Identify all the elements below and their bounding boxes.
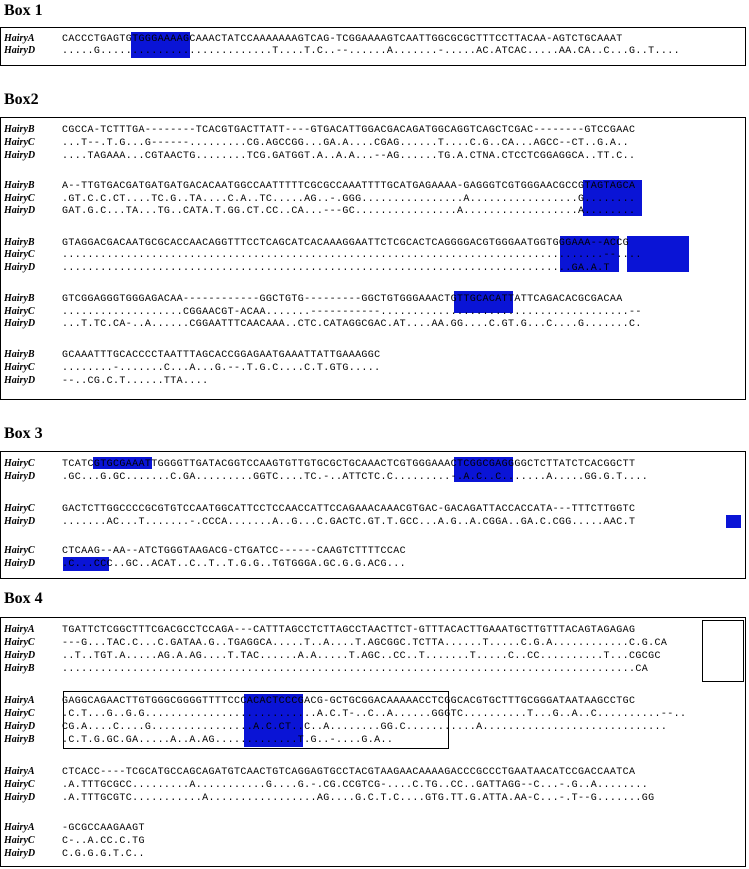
- species-label: HairyC: [4, 779, 35, 790]
- sequence: .C...CCC..GC..ACAT..C..T..T.G.G..TGTGGGA.GC.G.G.ACG...: [62, 559, 407, 570]
- seq-row: [4, 503, 635, 515]
- species-label: HairyC: [4, 458, 35, 469]
- sequence: ....TAGAAA...CGTAACTG........TCG.GATGGT.A..A.A...--AG......TG.A.CTNA.CTCCTCGGAGGCA..TT.C..: [62, 151, 636, 162]
- sequence: .C.T.G.GC.GA.....A..A.AG.............T.G..-....G.A..: [62, 735, 394, 746]
- species-label: HairyC: [4, 193, 35, 204]
- sequence: CG.A....C....G................A.C.CT..C..A........GG.C...........A.............................: [62, 722, 668, 733]
- species-label: HairyB: [4, 663, 35, 674]
- sequence: CGCCA-TCTTTGA--------TCACGTGACTTATT----GTGACATTGGACGACAGATGGCAGGTCAGCTCGAC--------GTCCGAAC: [62, 125, 636, 136]
- sequence: C-..A.CC.C.TG: [62, 836, 145, 847]
- seq-row: [4, 779, 648, 791]
- species-label: HairyD: [4, 516, 36, 527]
- seq-row: [4, 792, 655, 804]
- sequence: .GT.C.C.CT....TC.G..TA....C.A..TC.....AG..-.GGG................A.................G........: [62, 194, 636, 205]
- seq-row: [4, 45, 680, 57]
- sequence: GCAAATTTGCACCCCTAATTTAGCACCGGAGAATGAAATTATTGAAAGGC: [62, 350, 381, 361]
- sequence: ..T..TGT.A.....AG.A.AG....T.TAC......A.A.....T.AGC..CC..T.......T.....C..CC..........T...CGCGC: [62, 651, 661, 662]
- species-label: HairyB: [4, 180, 35, 191]
- sequence: GAGGCAGAACTTGTGGGCGGGGTTTTCCCACACTCCCGACG-GCTGCGGACAAAAACCTCGGCACGTGCTTTGCGGGATAATAAGCCTGC: [62, 696, 636, 707]
- sequence: CTCAAG--AA--ATCTGGGTAAGACG-CTGATCC------CAAGTCTTTTCCAC: [62, 546, 407, 557]
- sequence: -GCGCCAAGAAGT: [62, 823, 145, 834]
- seq-row: [4, 734, 393, 746]
- species-label: HairyD: [4, 558, 36, 569]
- seq-row: [4, 150, 635, 162]
- species-label: HairyC: [4, 637, 35, 648]
- species-label: HairyD: [4, 45, 36, 56]
- seq-row: [4, 848, 145, 860]
- sequence: GACTCTTGGCCCCGCGTGTCCAATGGCATTCCTCCAACCATTCCAGAAACAAACGTGAC-GACAGATTACCACCATA---TTTCTTGGTC: [62, 504, 636, 515]
- seq-row: [4, 471, 648, 483]
- species-label: HairyB: [4, 349, 35, 360]
- seq-row: [4, 124, 635, 136]
- seq-row: [4, 458, 635, 470]
- sequence: ...................CGGAACGT-ACAA.......-----------.......................................--: [62, 307, 642, 318]
- sequence: ...T--.T.G...G------.........CG.AGCCGG...GA.A....CGAG......T....C.G..CA...AGCC--CT..G.A..: [62, 138, 630, 149]
- species-label: HairyC: [4, 545, 35, 556]
- seq-row: [4, 708, 686, 720]
- sequence: ................................................................................GA.A.T: [62, 263, 610, 274]
- species-label: HairyD: [4, 205, 36, 216]
- sequence: --..CG.C.T......TTA....: [62, 376, 209, 387]
- species-label: HairyA: [4, 822, 35, 833]
- sequence: ---G...TAC.C...C.GATAA.G..TGAGGCA.....T..A....T.AGCGGC.TCTTA......T.....C.G.A............C.G.CA: [62, 638, 668, 649]
- species-label: HairyB: [4, 293, 35, 304]
- sequence: C.G.G.G.T.C..: [62, 849, 145, 860]
- sequence: A--TTGTGACGATGATGATGACACAATGGCCAATTTTTCGCGCCAAATTTTGCATGAGAAAA-GAGGGTCGTGGGAACGCCGTAGTAGCA: [62, 181, 636, 192]
- seq-row: [4, 650, 661, 662]
- species-label: HairyD: [4, 471, 36, 482]
- seq-row: [4, 262, 610, 274]
- sequence: .A.TTTGCGTC...........A.................AG....G.C.T.C....GTG.TT.G.ATTA.AA-C...-.T--G.......GG: [62, 793, 655, 804]
- region-box: [702, 620, 744, 682]
- box-2-title: Box2: [4, 91, 39, 108]
- seq-row: [4, 624, 635, 636]
- seq-row: [4, 822, 145, 834]
- seq-row: [4, 349, 381, 361]
- species-label: HairyD: [4, 848, 36, 859]
- seq-row: [4, 293, 623, 305]
- species-label: HairyD: [4, 721, 36, 732]
- seq-row: [4, 237, 629, 249]
- sequence: .A.TTTGCGCC.........A...........G....G.-.CG.CCGTCG-....C.TG..CC..GATTAGG--C...-.G..A........: [62, 780, 649, 791]
- species-label: HairyD: [4, 262, 36, 273]
- seq-row: [4, 695, 635, 707]
- sequence: GAT.G.C...TA...TG..CATA.T.GG.CT.CC..CA...---GC................A..................A........: [62, 206, 636, 217]
- seq-row: [4, 558, 406, 570]
- seq-row: [4, 306, 642, 318]
- sequence: .....G...........................T....T.C..--......A.......-.....AC.ATCAC.....AA.CA..C...G..T....: [62, 46, 680, 57]
- seq-row: [4, 637, 667, 649]
- species-label: HairyB: [4, 124, 35, 135]
- species-label: HairyB: [4, 237, 35, 248]
- sequence: ...T.TC.CA-..A......CGGAATTTCAACAAA..CTC.CATAGGCGAC.AT....AA.GG....C.GT.G...C....G.......C.: [62, 319, 642, 330]
- species-label: HairyB: [4, 734, 35, 745]
- seq-row: [4, 205, 635, 217]
- box-4-title: Box 4: [4, 590, 43, 607]
- seq-row: [4, 137, 629, 149]
- seq-row: [4, 375, 209, 387]
- species-label: HairyC: [4, 137, 35, 148]
- seq-row: [4, 249, 642, 261]
- species-label: HairyC: [4, 835, 35, 846]
- seq-row: [4, 193, 635, 205]
- sequence: ........-.......C...A...G.--.T.G.C....C.T.GTG.....: [62, 363, 381, 374]
- species-label: HairyD: [4, 375, 36, 386]
- species-label: HairyA: [4, 766, 35, 777]
- box-1-title: Box 1: [4, 2, 43, 19]
- species-label: HairyD: [4, 318, 36, 329]
- species-label: HairyD: [4, 792, 36, 803]
- motif-highlight: [726, 515, 741, 528]
- seq-row: [4, 766, 635, 778]
- seq-row: [4, 180, 635, 192]
- sequence: GTCGGAGGGTGGGAGACAA------------GGCTGTG---------GGCTGTGGGAAACTGTTGCACATTATTCAGACACGCGACAA: [62, 294, 623, 305]
- box-3-title: Box 3: [4, 425, 43, 442]
- seq-row: [4, 33, 623, 45]
- species-label: HairyC: [4, 249, 35, 260]
- sequence: GTAGGACGACAATGCGCACCAACAGGTTTCCTCAGCATCACAAAGGAATTCTCGCACTCAGGGGACGTGGGAATGGTGGGAAA--ACCG: [62, 238, 630, 249]
- species-label: HairyA: [4, 624, 35, 635]
- sequence: CTCACC----TCGCATGCCAGCAGATGTCAACTGTCAGGAGTGCCTACGTAAGAACAAAAGACCCGCCCTGAATAACATCCGACCAATCA: [62, 767, 636, 778]
- species-label: HairyD: [4, 650, 36, 661]
- sequence: .......AC...T.......-.CCCA.......A..G...C.GACTC.GT.T.GCC...A.G..A.CGGA..GA.C.CGG.....AAC.T: [62, 517, 636, 528]
- sequence: .....................................................................................--....: [62, 250, 642, 261]
- species-label: HairyC: [4, 503, 35, 514]
- seq-row: [4, 318, 642, 330]
- sequence: .GC...G.GC.......C.GA.........GGTC....TC.-..ATTCTC.C.........-.A.C..C.......A.....GG.G.T....: [62, 472, 649, 483]
- species-label: HairyD: [4, 150, 36, 161]
- sequence: .C.T...G..G.G...........................A.C.T-..C..A......GGGTC..........T...G..A..C..........--..: [62, 709, 687, 720]
- seq-row: [4, 663, 648, 675]
- seq-row: [4, 545, 406, 557]
- seq-row: [4, 362, 381, 374]
- sequence: TCATCGTGCGAAATTGGGGTTGATACGGTCCAAGTGTTGTGCGCTGCAAACTCGTGGGAAACTCGGCGAGGGGCTCTTATCTCACGGCTT: [62, 459, 636, 470]
- species-label: HairyC: [4, 362, 35, 373]
- sequence: ..........................................................................................CA: [62, 664, 649, 675]
- seq-row: [4, 721, 667, 733]
- species-label: HairyA: [4, 33, 35, 44]
- sequence: TGATTCTCGGCTTTCGACGCCTCCAGA---CATTTAGCCTCTTAGCCTAACTTCT-GTTTACACTTGAAATGCTTGTTTACAGTAGAGAG: [62, 625, 636, 636]
- seq-row: [4, 835, 145, 847]
- seq-row: [4, 516, 635, 528]
- species-label: HairyA: [4, 695, 35, 706]
- species-label: HairyC: [4, 708, 35, 719]
- sequence: CACCCTGAGTGTGGGAAAAGCAAACTATCCAAAAAAAGTCAG-TCGGAAAAGTCAATTGGCGCGCTTTCCTTACAA-AGTCTGCAAAT: [62, 34, 623, 45]
- species-label: HairyC: [4, 306, 35, 317]
